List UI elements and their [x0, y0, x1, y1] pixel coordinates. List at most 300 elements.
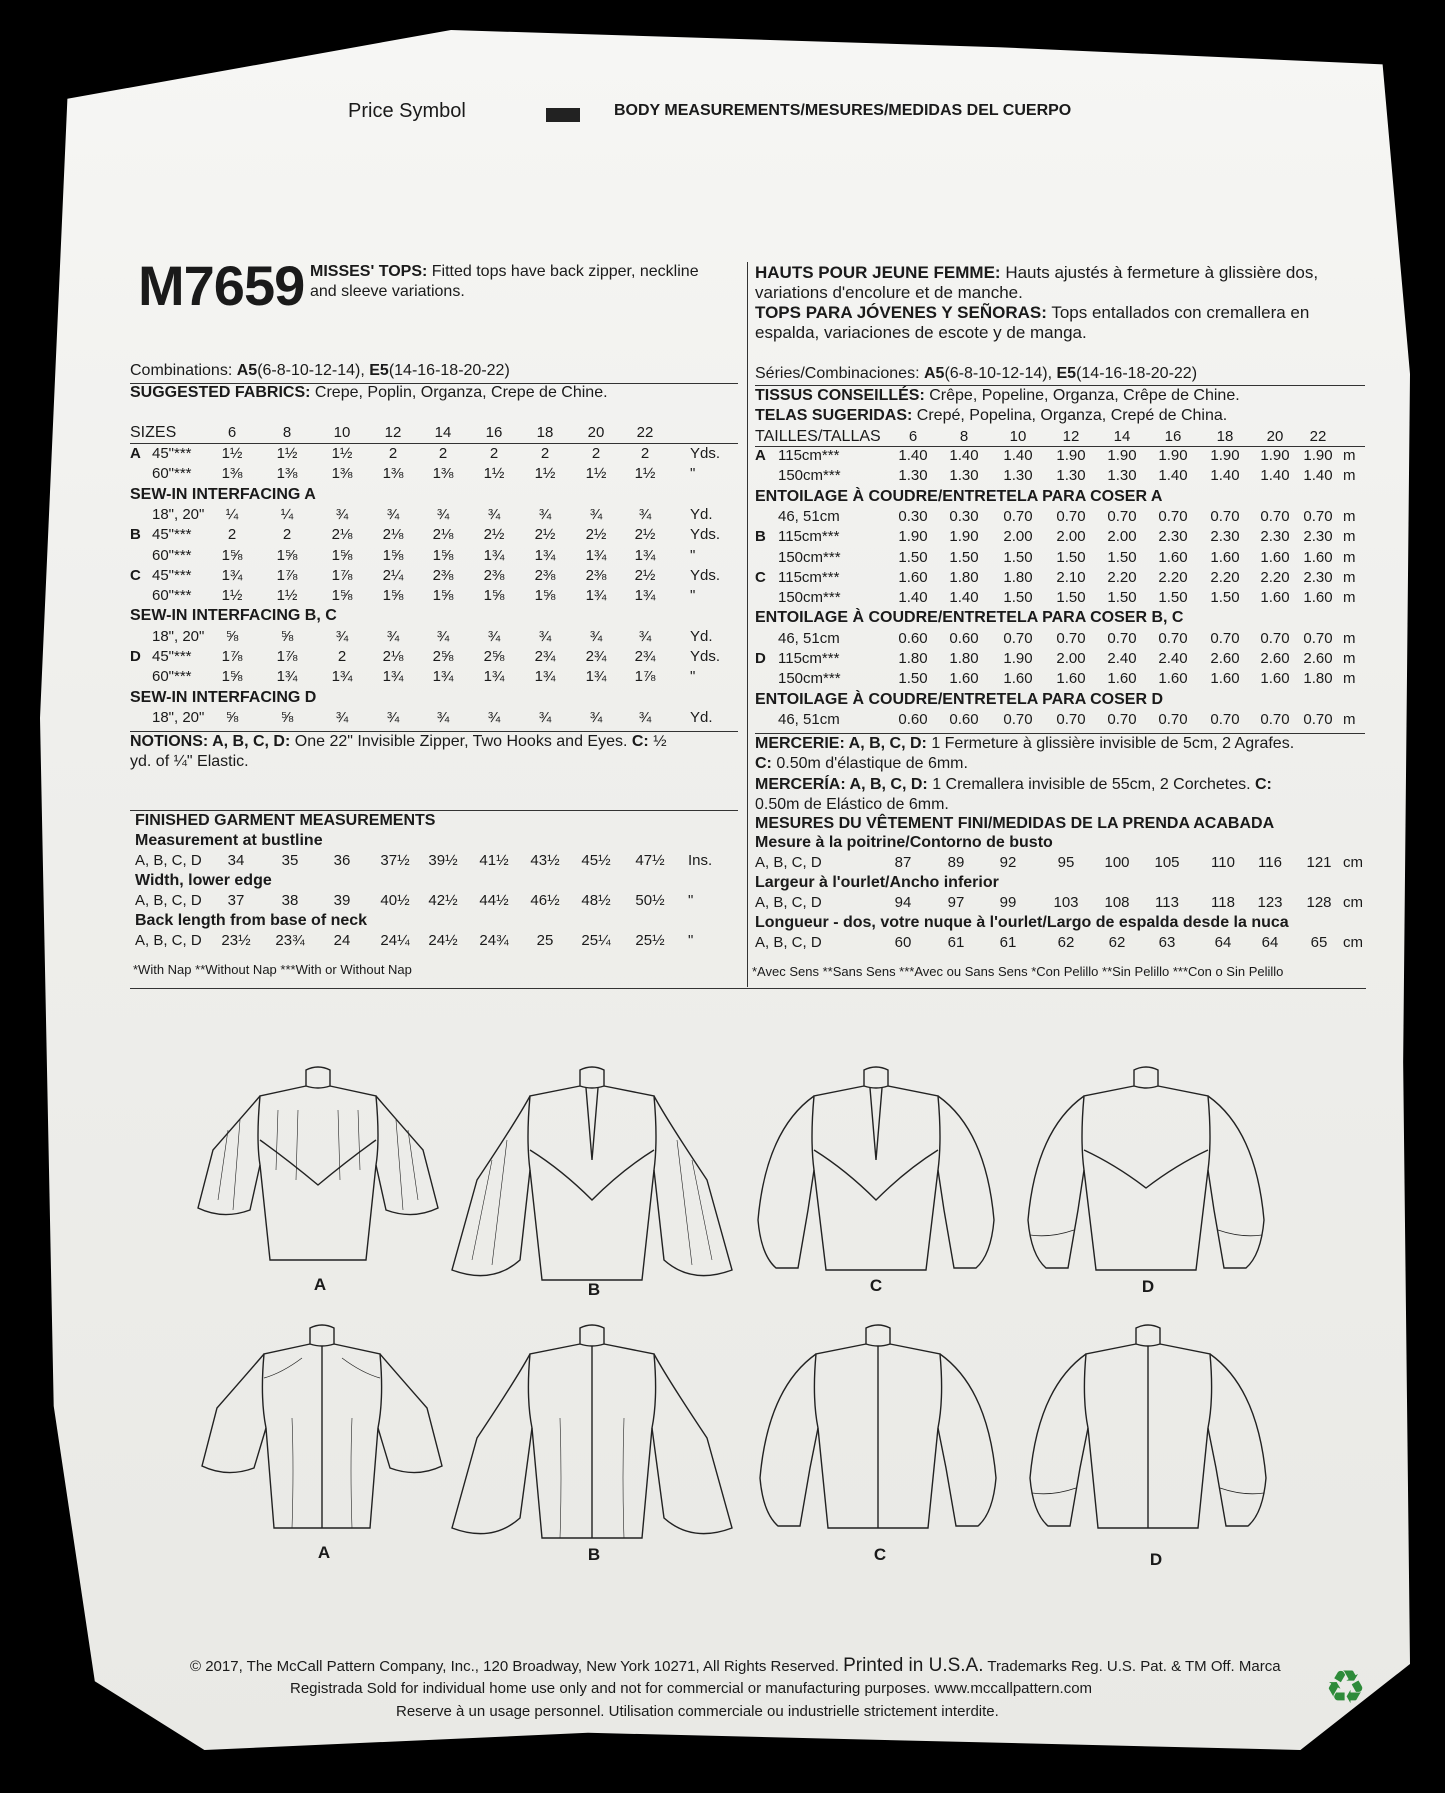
finished-cell-fr: 61: [999, 934, 1017, 951]
yardage-cell: ¾: [638, 708, 652, 726]
column-divider: [747, 262, 748, 987]
fabric-width: 18", 20": [152, 505, 205, 523]
finished-cell-fr: 103: [1053, 894, 1079, 911]
yardage-cell: 2⅜: [534, 566, 556, 584]
metrage-cell: 1.90: [1056, 447, 1086, 464]
combo-e: E5: [369, 362, 389, 379]
yardage-cell: 2⅛: [331, 526, 353, 544]
metrage-unit: m: [1343, 568, 1356, 586]
yardage-unit: Yds.: [690, 648, 721, 665]
finished-cell: 47½: [635, 852, 665, 869]
metrage-cell: 0.60: [898, 710, 928, 728]
metrage-cell: 1.40: [1303, 467, 1333, 485]
fabric-width-fr: 150cm***: [778, 670, 841, 688]
metrage-cell: 1.40: [1260, 467, 1290, 485]
yardage-cell: 1¾: [483, 546, 505, 564]
yardage-cell: ⅝: [280, 627, 294, 645]
metrage-cell: 2.30: [1303, 528, 1333, 546]
yardage-unit: Yds.: [690, 445, 721, 462]
yardage-unit: Yd.: [690, 505, 713, 523]
yardage-cell: ¾: [386, 627, 400, 645]
yardage-cell: ¾: [436, 505, 450, 523]
metrage-cell: 0.70: [1056, 629, 1086, 647]
finished-views-fr: A, B, C, D: [755, 934, 822, 951]
front-label-d: D: [1141, 1277, 1155, 1296]
fabric-width-fr: 115cm***: [778, 650, 840, 667]
fabrics-en: [130, 384, 608, 402]
finished-views: A, B, C, D: [135, 852, 202, 869]
metrage-cell: 0.70: [1003, 710, 1033, 728]
metrage-cell: 2.30: [1210, 528, 1240, 546]
metrage-cell: 1.40: [1158, 467, 1188, 485]
yardage-cell: ¾: [538, 708, 552, 726]
yardage-cell: 1½: [331, 445, 353, 462]
metrage-cell: 0.60: [898, 629, 928, 647]
fabric-width: 45"***: [152, 445, 192, 462]
fabrics-fr-label: TISSUS CONSEILLÉS:: [755, 387, 925, 404]
footer-line-3: Reserve à un usage personnel. Utilisation commerciale ou industrielle strictement interdite.: [396, 1703, 999, 1720]
metrage-cell: 0.60: [949, 629, 979, 647]
metrage-cell: 0.30: [949, 507, 979, 525]
recycle-icon: ♻: [1325, 1661, 1367, 1713]
notions-c-label: C:: [631, 733, 649, 750]
merceria-label: MERCERÍA: A, B, C, D:: [755, 776, 928, 793]
metrage-cell: 0.70: [1056, 710, 1086, 728]
finished-cell-fr: 62: [1057, 934, 1075, 951]
yardage-cell: 1¾: [534, 546, 556, 564]
metrage-cell: 1.50: [1056, 589, 1086, 607]
metrage-cell: 1.90: [1303, 447, 1333, 464]
price-symbol: Price Symbol: [348, 100, 466, 122]
metrage-cell: 0.60: [949, 710, 979, 728]
yardage-cell: ¾: [638, 505, 652, 523]
metrage-cell: 1.60: [1210, 548, 1240, 566]
view-letter: C: [130, 566, 141, 584]
metrage-cell: 1.50: [1107, 589, 1137, 607]
yardage-cell: ¾: [487, 505, 501, 523]
combo-a: A5: [236, 362, 258, 379]
metrage-cell: 1.50: [898, 670, 928, 688]
size-header: 6: [227, 424, 237, 441]
combo-e-sizes-fr: (14-16-18-20-22): [1076, 365, 1198, 382]
metrage-cell: 2.60: [1260, 650, 1290, 667]
yardage-cell: 2⅝: [432, 648, 454, 665]
metrage-cell: 0.70: [1107, 507, 1137, 525]
finished-cell: 48½: [581, 892, 611, 909]
finished-cell: 24¼: [380, 932, 410, 949]
metrage-cell: 1.60: [1260, 548, 1290, 566]
metrage-cell: 1.60: [1303, 589, 1333, 607]
merceria-c-label: C:: [1255, 776, 1272, 793]
metrage-unit: m: [1343, 650, 1356, 667]
metrage-cell: 2.60: [1303, 650, 1333, 667]
yardage-cell: 1⅞: [276, 566, 298, 584]
notions-label: NOTIONS: A, B, C, D:: [130, 733, 291, 750]
finished-cell-fr: 87: [894, 854, 912, 871]
notions-c-text1: ½: [653, 733, 667, 750]
yardage-cell: 1½: [585, 465, 607, 483]
metrage-cell: 1.60: [1056, 670, 1086, 688]
metrage-cell: 0.70: [1210, 710, 1240, 728]
finished-cell: 36: [333, 852, 351, 869]
finished-cell-fr: 100: [1104, 854, 1130, 871]
yardage-cell: 1⅝: [221, 668, 243, 686]
yardage-cell: ¾: [538, 505, 552, 523]
trademark-text: Trademarks Reg. U.S. Pat. & TM Off. Marca: [987, 1658, 1281, 1675]
yardage-cell: 1¾: [585, 668, 607, 686]
fabric-width: 45"***: [152, 566, 192, 584]
entoilage-heading: ENTOILAGE À COUDRE/ENTRETELA PARA COSER D: [755, 690, 1164, 708]
yardage-cell: 1⅜: [276, 465, 298, 483]
view-letter: A: [130, 445, 141, 462]
view-letter-fr: D: [755, 650, 766, 667]
yardage-cell: 1⅝: [276, 546, 298, 564]
metrage-cell: 1.90: [1210, 447, 1240, 464]
finished-unit-fr: cm: [1343, 934, 1363, 951]
description-en-title: MISSES' TOPS:: [310, 263, 428, 280]
yardage-cell: 2: [640, 445, 650, 462]
metrage-cell: 2.20: [1107, 568, 1137, 586]
finished-cell-fr: 63: [1158, 934, 1176, 951]
tailles-label: TAILLES/TALLAS: [755, 428, 881, 445]
description-es-title: TOPS PARA JÓVENES Y SEÑORAS:: [755, 303, 1047, 322]
size-header: 16: [485, 424, 503, 441]
finished-cell-fr: 121: [1306, 854, 1332, 871]
yardage-cell: 2⅜: [585, 566, 607, 584]
metrage-cell: 2.20: [1260, 568, 1290, 586]
metrage-cell: 1.80: [1303, 670, 1333, 688]
metrage-cell: 1.90: [1158, 447, 1188, 464]
yardage-cell: 1½: [221, 445, 243, 462]
fabric-width-fr: 46, 51cm: [778, 629, 840, 647]
metrage-unit: m: [1343, 528, 1356, 546]
entoilage-heading: ENTOILAGE À COUDRE/ENTRETELA PARA COSER B, C: [755, 609, 1184, 627]
metrage-cell: 1.50: [1210, 589, 1240, 607]
yardage-cell: 2⅝: [483, 648, 505, 665]
combinations-en: [130, 362, 510, 380]
yardage-cell: ¾: [386, 505, 400, 523]
yardage-cell: ¾: [589, 627, 603, 645]
size-header: 20: [587, 424, 605, 441]
yardage-unit: Yds.: [690, 566, 721, 584]
finished-views: A, B, C, D: [135, 892, 202, 909]
finished-title-fr: MESURES DU VÊTEMENT FINI/MEDIDAS DE LA PRENDA ACABADA: [755, 815, 1275, 832]
notions-en: [130, 732, 667, 772]
metrage-cell: 1.60: [898, 568, 928, 586]
fabric-width: 45"***: [152, 648, 192, 665]
interfacing-heading: SEW-IN INTERFACING A: [130, 485, 316, 503]
yardage-cell: 1½: [634, 465, 656, 483]
metrage-unit: m: [1343, 670, 1356, 688]
fabrics-fr: [755, 386, 1240, 426]
back-label-d: D: [1149, 1550, 1163, 1569]
fabric-width-fr: 150cm***: [778, 548, 841, 566]
metrage-cell: 2.10: [1056, 568, 1086, 586]
yardage-cell: 2: [540, 445, 550, 462]
metrage-cell: 0.70: [1158, 710, 1188, 728]
yardage-cell: 1⅝: [432, 587, 454, 605]
view-letter-fr: C: [755, 568, 766, 586]
description-es-text2: espalda, variaciones de escote y de manga.: [755, 323, 1087, 342]
fabrics-fr-text: Crêpe, Popeline, Organza, Crêpe de Chine.: [929, 387, 1240, 404]
metrage-cell: 2.40: [1107, 650, 1137, 667]
yardage-cell: 1¾: [585, 587, 607, 605]
fabric-width-fr: 115cm***: [778, 568, 840, 586]
combo-e-fr: E5: [1056, 365, 1077, 382]
yardage-cell: 2½: [585, 526, 607, 544]
finished-cell-fr: 105: [1154, 854, 1180, 871]
metrage-cell: 1.90: [898, 528, 928, 546]
size-header-fr: 20: [1266, 428, 1284, 445]
metrage-cell: 1.40: [1003, 447, 1033, 464]
yardage-cell: 2: [282, 526, 292, 544]
mercerie-c-text: 0.50m d'élastique de 6mm.: [776, 755, 968, 772]
metrage-cell: 0.70: [1107, 629, 1137, 647]
yardage-cell: ¾: [638, 627, 652, 645]
yardage-cell: 1¾: [585, 546, 607, 564]
metrage-cell: 1.60: [1210, 670, 1240, 688]
metrage-unit: m: [1343, 710, 1356, 728]
metrage-cell: 1.60: [1158, 548, 1188, 566]
fabrics-es-text: Crepé, Popelina, Organza, Crepé de China.: [916, 407, 1228, 424]
metrage-cell: 1.40: [1210, 467, 1240, 485]
finished-cell-fr: 64: [1261, 934, 1279, 951]
yardage-cell: 2: [438, 445, 448, 462]
yardage-cell: 1⅜: [331, 465, 353, 483]
yardage-cell: 1⅝: [221, 546, 243, 564]
finished-cell-fr: 94: [894, 894, 912, 911]
yardage-cell: ¼: [225, 505, 239, 523]
metrage-unit: m: [1343, 447, 1356, 464]
description-fr-title: HAUTS POUR JEUNE FEMME:: [755, 263, 1001, 282]
yardage-cell: 2: [489, 445, 499, 462]
rule-en-finished: [130, 810, 738, 811]
yardage-cell: 1⅝: [382, 587, 404, 605]
metrage-unit: m: [1343, 507, 1356, 525]
interfacing-heading: SEW-IN INTERFACING B, C: [130, 607, 337, 625]
mercerie-text: 1 Fermeture à glissière invisible de 5cm, 2 Agrafes.: [931, 735, 1295, 752]
fabric-width-fr: 115cm***: [778, 528, 840, 546]
metrage-cell: 0.70: [1210, 507, 1240, 525]
yardage-cell: 2: [388, 445, 398, 462]
metrage-cell: 1.80: [1003, 568, 1033, 586]
description-en-text2: and sleeve variations.: [310, 283, 465, 300]
yardage-cell: 1½: [276, 587, 298, 605]
finished-cell-fr: 65: [1310, 934, 1328, 951]
metrage-cell: 1.40: [949, 447, 979, 464]
metrage-cell: 2.00: [1003, 528, 1033, 546]
description-es-text1: Tops entallados con cremallera en: [1051, 303, 1310, 322]
metrage-cell: 0.70: [1303, 507, 1333, 525]
finished-cell-fr: 113: [1155, 894, 1179, 911]
front-label-b: B: [587, 1280, 601, 1299]
metrage-cell: 1.90: [1260, 447, 1290, 464]
yardage-cell: ⅝: [225, 708, 239, 726]
metrage-cell: 0.70: [1260, 629, 1290, 647]
fabric-width: 60"***: [152, 465, 192, 483]
yardage-unit: ": [690, 465, 696, 483]
finished-cell: 24¾: [479, 932, 509, 949]
yardage-cell: ¾: [589, 505, 603, 523]
finished-cell-fr: 118: [1211, 894, 1235, 911]
yardage-cell: 2¼: [382, 566, 404, 584]
metrage-cell: 0.70: [1158, 629, 1188, 647]
description-en: [310, 262, 699, 302]
yardage-cell: 2¾: [634, 648, 656, 665]
yardage-cell: 2½: [534, 526, 556, 544]
finished-cell-fr: 62: [1108, 934, 1126, 951]
finished-cell: 35: [281, 852, 299, 869]
metrage-cell: 0.70: [1210, 629, 1240, 647]
metrage-cell: 2.00: [1107, 528, 1137, 546]
front-label-c: C: [869, 1276, 883, 1295]
yardage-cell: 1½: [276, 445, 298, 462]
finished-cell-fr: 99: [999, 894, 1017, 911]
yardage-cell: 1½: [534, 465, 556, 483]
combinations-label: Combinations:: [130, 362, 233, 379]
finished-cell: 39: [333, 892, 351, 909]
finished-views-fr: A, B, C, D: [755, 894, 822, 911]
yardage-cell: 1⅜: [432, 465, 454, 483]
yardage-cell: 1¾: [634, 587, 656, 605]
yardage-cell: 2½: [634, 526, 656, 544]
yardage-cell: ¾: [335, 627, 349, 645]
size-header-fr: 8: [959, 428, 969, 445]
finished-views-fr: A, B, C, D: [755, 854, 822, 871]
finished-cell-fr: 123: [1257, 894, 1283, 911]
metrage-cell: 1.50: [1056, 548, 1086, 566]
size-header: 18: [536, 424, 554, 441]
metrage-cell: 1.40: [949, 589, 979, 607]
finished-heading-fr: Largeur à l'ourlet/Ancho inferior: [755, 874, 999, 891]
metrage-cell: 1.50: [949, 548, 979, 566]
view-letter: D: [130, 648, 141, 665]
metrage-cell: 1.60: [1260, 589, 1290, 607]
yardage-cell: 1⅞: [276, 648, 298, 665]
finished-cell: 23½: [221, 932, 251, 949]
yardage-cell: 1⅞: [221, 648, 243, 665]
finished-cell-fr: 97: [947, 894, 965, 911]
metrage-cell: 1.80: [949, 568, 979, 586]
description-fr-es: [755, 263, 1318, 343]
size-header-fr: 18: [1216, 428, 1234, 445]
price-mark: [546, 108, 580, 122]
yardage-cell: 1⅜: [382, 465, 404, 483]
finished-heading-fr: Longueur - dos, votre nuque à l'ourlet/Largo de espalda desde la nuca: [755, 914, 1289, 931]
finished-cell: 45½: [581, 852, 611, 869]
metrage-cell: 2.30: [1158, 528, 1188, 546]
finished-unit: ": [688, 932, 694, 949]
yardage-cell: ¼: [280, 505, 294, 523]
rule-bottom: [130, 988, 1366, 989]
metrage-cell: 1.30: [1003, 467, 1033, 485]
finished-heading-fr: Mesure à la poitrine/Contorno de busto: [755, 834, 1053, 851]
fabric-width-fr: 46, 51cm: [778, 710, 840, 728]
metrage-cell: 1.80: [949, 650, 979, 667]
size-header-fr: 22: [1309, 428, 1327, 445]
yardage-cell: 1⅝: [331, 546, 353, 564]
yardage-cell: ¾: [436, 627, 450, 645]
finished-cell: 37½: [380, 852, 410, 869]
yardage-cell: 2½: [634, 566, 656, 584]
yardage-cell: 2⅛: [382, 648, 404, 665]
combo-a-sizes-fr: (6-8-10-12-14),: [944, 365, 1053, 382]
footer-line-1: [190, 1655, 1281, 1677]
front-label-a: A: [313, 1275, 327, 1294]
yardage-cell: 1⅜: [221, 465, 243, 483]
metrage-cell: 2.00: [1056, 650, 1086, 667]
finished-heading: Back length from base of neck: [135, 912, 368, 929]
metrage-cell: 1.30: [1056, 467, 1086, 485]
metrage-cell: 0.70: [1056, 507, 1086, 525]
size-header-fr: 10: [1009, 428, 1027, 445]
fabric-width: 18", 20": [152, 627, 205, 645]
size-header: 12: [384, 424, 402, 441]
yardage-cell: 2⅜: [483, 566, 505, 584]
yardage-cell: 1⅝: [432, 546, 454, 564]
finished-cell-fr: 89: [947, 854, 965, 871]
metrage-cell: 1.60: [1158, 670, 1188, 688]
metrage-cell: 0.30: [898, 507, 928, 525]
yardage-cell: ¾: [487, 708, 501, 726]
size-header: 14: [434, 424, 452, 441]
yardage-cell: 1¾: [276, 668, 298, 686]
finished-views: A, B, C, D: [135, 932, 202, 949]
yardage-cell: ¾: [487, 627, 501, 645]
metrage-cell: 0.70: [1158, 507, 1188, 525]
view-letter: B: [130, 526, 141, 544]
fabrics-text: Crepe, Poplin, Organza, Crepe de Chine.: [314, 384, 608, 401]
finished-unit: Ins.: [688, 852, 713, 869]
metrage-unit: m: [1343, 629, 1356, 647]
yardage-cell: 1¾: [432, 668, 454, 686]
finished-cell-fr: 108: [1104, 894, 1130, 911]
footer-line-2: Registrada Sold for individual home use only and not for commercial or manufacturing purposes. www.mccallpattern.com: [290, 1680, 1093, 1697]
finished-cell: 23¾: [275, 932, 305, 949]
yardage-cell: 1¾: [483, 668, 505, 686]
fabric-width: 60"***: [152, 668, 192, 686]
yardage-unit: Yd.: [690, 627, 713, 645]
yardage-cell: ⅝: [225, 627, 239, 645]
yardage-cell: ¾: [589, 708, 603, 726]
finished-cell: 42½: [428, 892, 458, 909]
yardage-cell: ¾: [386, 708, 400, 726]
finished-cell-fr: 128: [1306, 894, 1332, 911]
metrage-cell: 1.90: [1107, 447, 1137, 464]
metrage-cell: 0.70: [1003, 629, 1033, 647]
description-fr-text2: variations d'encolure et de manche.: [755, 283, 1023, 302]
view-letter-fr: A: [755, 447, 766, 464]
fabric-width-fr: 115cm***: [778, 447, 840, 464]
back-label-c: C: [873, 1545, 887, 1564]
yardage-cell: 1¾: [331, 668, 353, 686]
finished-cell-fr: 116: [1258, 854, 1282, 871]
metrage-cell: 1.90: [1003, 650, 1033, 667]
finished-cell-fr: 60: [894, 934, 912, 951]
metrage-cell: 1.50: [1003, 589, 1033, 607]
yardage-cell: 1¾: [221, 566, 243, 584]
yardage-cell: ¾: [538, 627, 552, 645]
yardage-cell: 1⅝: [382, 546, 404, 564]
fabric-width: 18", 20": [152, 708, 205, 726]
back-label-a: A: [317, 1543, 331, 1562]
finished-cell: 39½: [428, 852, 458, 869]
metrage-cell: 1.40: [898, 589, 928, 607]
fabrics-es-label: TELAS SUGERIDAS:: [755, 407, 913, 424]
metrage-cell: 1.60: [1303, 548, 1333, 566]
finished-cell: 41½: [479, 852, 509, 869]
finished-cell: 40½: [380, 892, 410, 909]
